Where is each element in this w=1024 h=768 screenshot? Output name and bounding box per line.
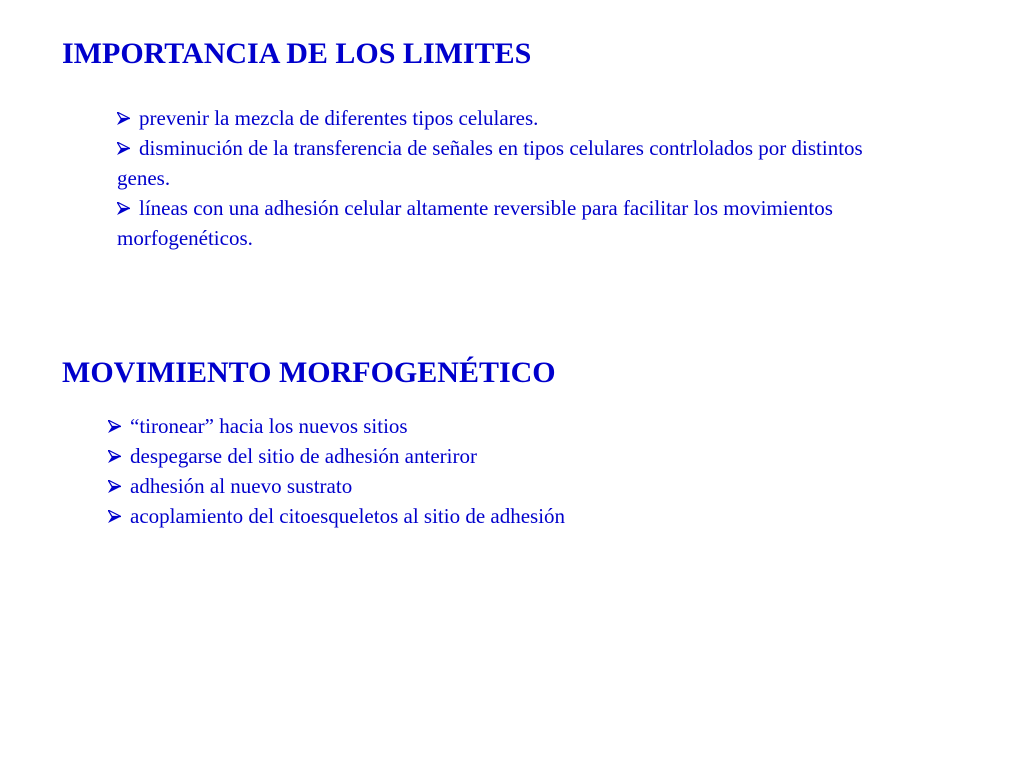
list-item	[117, 193, 907, 253]
list-item	[117, 133, 907, 193]
arrowhead-bullet-icon	[117, 142, 130, 155]
arrowhead-bullet-icon	[117, 112, 130, 125]
list-item	[117, 103, 907, 133]
list-item-text: adhesión al nuevo sustrato	[130, 474, 353, 498]
arrowhead-bullet-icon	[117, 202, 130, 215]
list-item-text: disminución de la transferencia de señales en tipos celulares contrlolados por distintos genes.	[117, 136, 863, 190]
list-item-text: líneas con una adhesión celular altamente reversible para facilitar los movimientos morfogenéticos.	[117, 196, 833, 250]
list-item-text: despegarse del sitio de adhesión anteriror	[130, 444, 477, 468]
section-title-importancia: IMPORTANCIA DE LOS LIMITES	[62, 37, 532, 70]
list-item	[108, 501, 908, 531]
list-item	[108, 411, 908, 441]
arrowhead-bullet-icon	[108, 510, 121, 523]
arrowhead-bullet-icon	[108, 450, 121, 463]
bullet-list-importancia	[117, 103, 907, 253]
section-title-movimiento: MOVIMIENTO MORFOGENÉTICO	[62, 356, 556, 389]
arrowhead-bullet-icon	[108, 480, 121, 493]
list-item	[108, 441, 908, 471]
bullet-list-movimiento	[108, 411, 908, 531]
list-item-text: acoplamiento del citoesqueletos al sitio de adhesión	[130, 504, 566, 528]
list-item-text: prevenir la mezcla de diferentes tipos celulares.	[139, 106, 539, 130]
list-item-text: “tironear” hacia los nuevos sitios	[130, 414, 408, 438]
list-item	[108, 471, 908, 501]
arrowhead-bullet-icon	[108, 420, 121, 433]
